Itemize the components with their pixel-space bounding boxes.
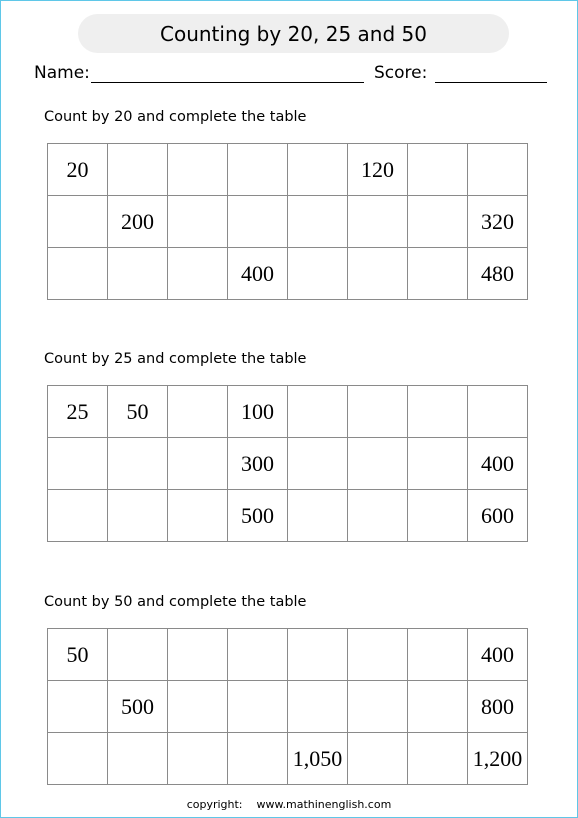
given-number-cell: 320 <box>468 196 528 248</box>
count-by-20-table <box>47 143 528 300</box>
blank-answer-cell[interactable] <box>108 144 168 196</box>
blank-answer-cell[interactable] <box>348 196 408 248</box>
blank-answer-cell[interactable] <box>48 490 108 542</box>
score-label: Score: <box>374 63 428 83</box>
given-number-cell: 800 <box>468 681 528 733</box>
blank-answer-cell[interactable] <box>348 733 408 785</box>
given-number-cell: 1,200 <box>468 733 528 785</box>
given-number-cell: 50 <box>48 629 108 681</box>
given-number-cell: 500 <box>228 490 288 542</box>
table-row <box>48 438 528 490</box>
blank-answer-cell[interactable] <box>228 144 288 196</box>
blank-answer-cell[interactable] <box>348 438 408 490</box>
blank-answer-cell[interactable] <box>348 248 408 300</box>
given-number-cell: 400 <box>468 629 528 681</box>
blank-answer-cell[interactable] <box>228 629 288 681</box>
blank-answer-cell[interactable] <box>408 438 468 490</box>
table-row <box>48 248 528 300</box>
name-score-row <box>34 63 554 87</box>
blank-answer-cell[interactable] <box>48 681 108 733</box>
blank-answer-cell[interactable] <box>348 386 408 438</box>
blank-answer-cell[interactable] <box>168 438 228 490</box>
blank-answer-cell[interactable] <box>168 681 228 733</box>
blank-answer-cell[interactable] <box>168 733 228 785</box>
table-row <box>48 629 528 681</box>
blank-answer-cell[interactable] <box>108 438 168 490</box>
table-row <box>48 196 528 248</box>
blank-answer-cell[interactable] <box>408 248 468 300</box>
blank-answer-cell[interactable] <box>408 490 468 542</box>
footer <box>1 798 577 811</box>
given-number-cell: 200 <box>108 196 168 248</box>
blank-answer-cell[interactable] <box>468 144 528 196</box>
blank-answer-cell[interactable] <box>288 438 348 490</box>
table-row <box>48 490 528 542</box>
name-label: Name: <box>34 63 90 83</box>
blank-answer-cell[interactable] <box>168 144 228 196</box>
blank-answer-cell[interactable] <box>168 629 228 681</box>
given-number-cell: 400 <box>468 438 528 490</box>
blank-answer-cell[interactable] <box>468 386 528 438</box>
given-number-cell: 25 <box>48 386 108 438</box>
count-by-50-table <box>47 628 528 785</box>
blank-answer-cell[interactable] <box>108 490 168 542</box>
blank-answer-cell[interactable] <box>348 490 408 542</box>
blank-answer-cell[interactable] <box>228 733 288 785</box>
blank-answer-cell[interactable] <box>288 490 348 542</box>
blank-answer-cell[interactable] <box>288 144 348 196</box>
given-number-cell: 120 <box>348 144 408 196</box>
blank-answer-cell[interactable] <box>288 629 348 681</box>
section-2-instruction: Count by 25 and complete the table <box>44 351 307 367</box>
given-number-cell: 400 <box>228 248 288 300</box>
blank-answer-cell[interactable] <box>408 629 468 681</box>
blank-answer-cell[interactable] <box>408 733 468 785</box>
blank-answer-cell[interactable] <box>108 629 168 681</box>
section-1-instruction: Count by 20 and complete the table <box>44 109 307 125</box>
blank-answer-cell[interactable] <box>228 196 288 248</box>
blank-answer-cell[interactable] <box>408 386 468 438</box>
blank-answer-cell[interactable] <box>228 681 288 733</box>
blank-answer-cell[interactable] <box>348 681 408 733</box>
blank-answer-cell[interactable] <box>168 196 228 248</box>
table-row <box>48 681 528 733</box>
blank-answer-cell[interactable] <box>288 248 348 300</box>
section-3-instruction: Count by 50 and complete the table <box>44 594 307 610</box>
blank-answer-cell[interactable] <box>48 196 108 248</box>
blank-answer-cell[interactable] <box>108 733 168 785</box>
given-number-cell: 50 <box>108 386 168 438</box>
blank-answer-cell[interactable] <box>288 196 348 248</box>
given-number-cell: 500 <box>108 681 168 733</box>
table-row <box>48 144 528 196</box>
given-number-cell: 480 <box>468 248 528 300</box>
copyright-label: copyright: <box>186 798 243 811</box>
table-row <box>48 386 528 438</box>
blank-answer-cell[interactable] <box>108 248 168 300</box>
blank-answer-cell[interactable] <box>288 386 348 438</box>
given-number-cell: 100 <box>228 386 288 438</box>
name-blank-line[interactable] <box>91 82 364 83</box>
blank-answer-cell[interactable] <box>408 681 468 733</box>
worksheet-title: Counting by 20, 25 and 50 <box>78 14 509 53</box>
blank-answer-cell[interactable] <box>48 733 108 785</box>
given-number-cell: 300 <box>228 438 288 490</box>
blank-answer-cell[interactable] <box>48 248 108 300</box>
blank-answer-cell[interactable] <box>408 196 468 248</box>
score-blank-line[interactable] <box>435 82 547 83</box>
website-link[interactable]: www.mathinenglish.com <box>256 798 392 811</box>
blank-answer-cell[interactable] <box>408 144 468 196</box>
given-number-cell: 1,050 <box>288 733 348 785</box>
blank-answer-cell[interactable] <box>288 681 348 733</box>
given-number-cell: 600 <box>468 490 528 542</box>
blank-answer-cell[interactable] <box>168 386 228 438</box>
blank-answer-cell[interactable] <box>348 629 408 681</box>
count-by-25-table <box>47 385 528 542</box>
blank-answer-cell[interactable] <box>168 248 228 300</box>
given-number-cell: 20 <box>48 144 108 196</box>
blank-answer-cell[interactable] <box>48 438 108 490</box>
blank-answer-cell[interactable] <box>168 490 228 542</box>
table-row <box>48 733 528 785</box>
